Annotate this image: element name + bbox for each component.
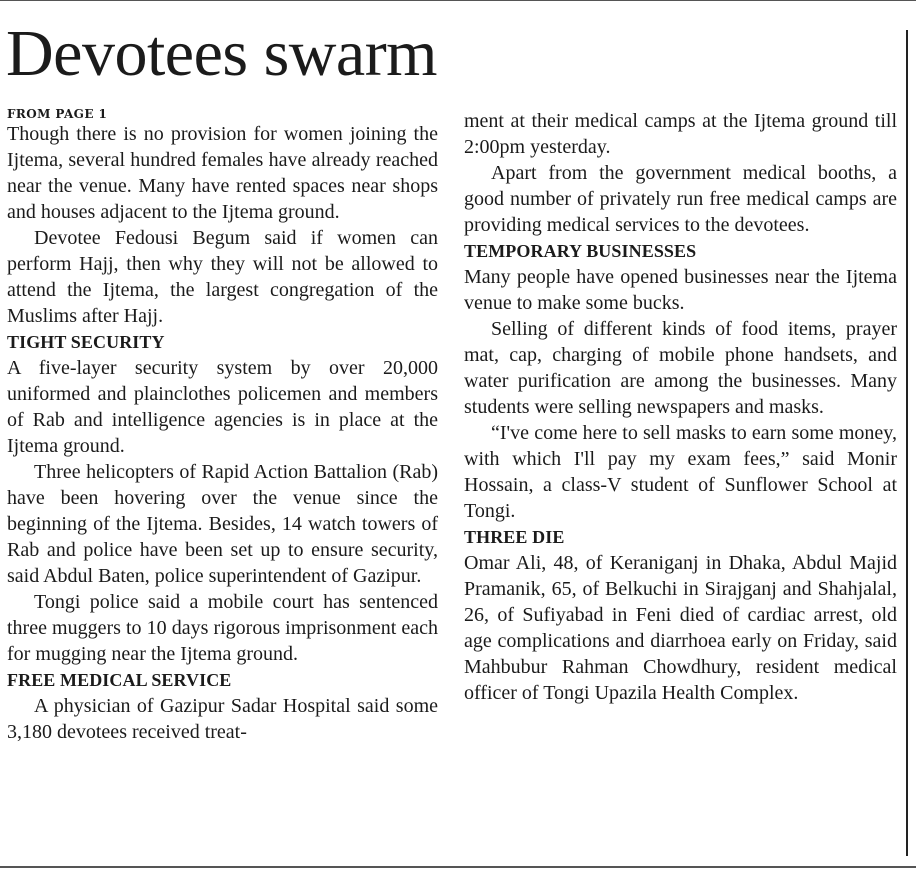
article-body-right [464, 108, 897, 706]
article-body-left [7, 121, 438, 745]
article-paragraph: ment at their medical camps at the Ijtema ground till 2:00pm yesterday. [464, 110, 897, 158]
section-subhead: TIGHT SECURITY [7, 332, 165, 352]
article-paragraph: Omar Ali, 48, of Keraniganj in Dhaka, Abdul Majid Pramanik, 65, of Belkuchi in Sirajganj and Shahjalal, 26, of Sufiyabad in Feni died of cardiac arrest, old age complications and diarrhoea early on Friday, said Mahbubur Rahman Chowdhury, resident medical officer of Tongi Upazila Health Complex. [464, 552, 897, 704]
article-paragraph: Tongi police said a mobile court has sentenced three muggers to 10 days rigorous imprisonment each for mugging near the Ijtema ground. [7, 591, 438, 665]
article-paragraph: Apart from the government medical booths, a good number of privately run free medical camps are providing medical services to the devotees. [464, 162, 897, 236]
article-column-right [464, 108, 897, 706]
article-paragraph: Devotee Fedousi Begum said if women can perform Hajj, then why they will not be allowed to attend the Ijtema, the largest congregation of the Muslims after Hajj. [7, 227, 438, 327]
top-rule [0, 0, 916, 1]
column-right-rule [906, 30, 908, 856]
article-paragraph: A physician of Gazipur Sadar Hospital said some 3,180 devotees received treat- [7, 695, 438, 743]
section-subhead: THREE DIE [464, 527, 565, 547]
article-paragraph: Three helicopters of Rapid Action Battalion (Rab) have been hovering over the venue since the beginning of the Ijtema. Besides, 14 watch towers of Rab and police have been set up to ensure security, said Abdul Baten, police superintendent of Gazipur. [7, 461, 438, 587]
bottom-rule [0, 866, 916, 868]
article-paragraph: A five-layer security system by over 20,000 uniformed and plainclothes policemen and members of Rab and intelligence agencies is in place at the Ijtema ground. [7, 357, 438, 457]
article-paragraph: “I've come here to sell masks to earn some money, with which I'll pay my exam fees,” said Monir Hossain, a class-V student of Sunflower School at Tongi. [464, 422, 897, 522]
section-subhead: TEMPORARY BUSINESSES [464, 241, 697, 261]
article-paragraph: Selling of different kinds of food items, prayer mat, cap, charging of mobile phone handsets, and water purification are among the businesses. Many students were selling newspapers and masks. [464, 318, 897, 418]
section-subhead: FREE MEDICAL SERVICE [7, 670, 232, 690]
article-paragraph: Many people have opened businesses near the Ijtema venue to make some bucks. [464, 266, 897, 314]
continuation-kicker: FROM PAGE 1 [7, 107, 108, 121]
article-column-left [7, 105, 438, 745]
headline: Devotees swarm [6, 17, 438, 90]
article-paragraph: Though there is no provision for women joining the Ijtema, several hundred females have already reached near the venue. Many have rented spaces near shops and houses adjacent to the Ijtema ground. [7, 123, 438, 223]
